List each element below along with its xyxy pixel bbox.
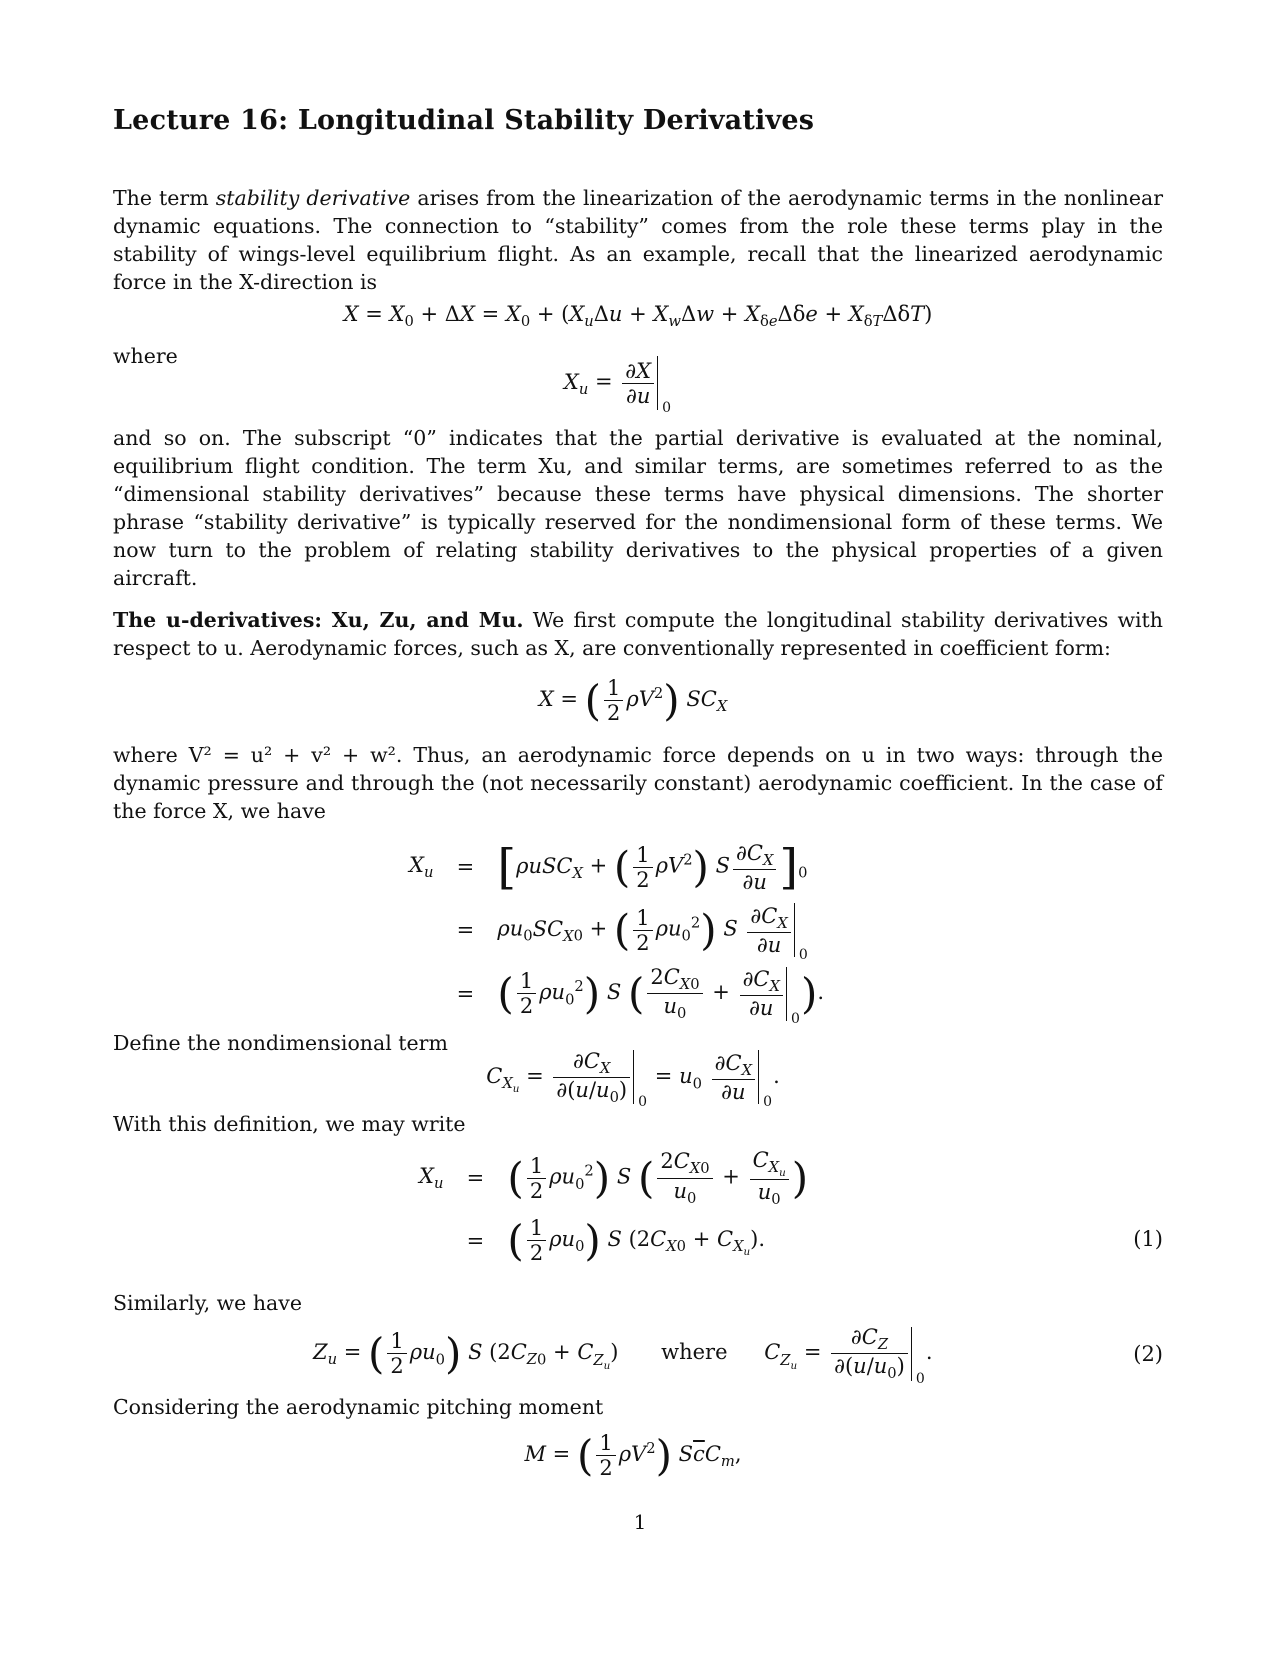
u-derivatives-paragraph <box>113 606 1163 662</box>
equation-number-2: (2) <box>1133 1341 1163 1366</box>
define-label: Define the nondimensional term <box>113 1030 448 1055</box>
equation-xu-def: $X_u$ = $\frac{\partial X}{\partial u}$ 0 <box>73 356 1163 410</box>
equation-x-coefficient: X = ( $\frac{1}{2}$ $\rho V^2$) $SC_X$ <box>538 676 728 726</box>
intro-paragraph <box>113 184 1163 296</box>
equation-number-1: (1) <box>1133 1227 1163 1252</box>
with-definition-label: With this definition, we may write <box>113 1111 466 1136</box>
where-label-2: where <box>661 1340 728 1365</box>
intro-paragraph-2: and so on. The subscript “0” indicates that the partial derivative is evaluated at the nominal, equilibrium flight condition. The term Xu, and similar terms, are sometimes referred to as the “dimensional stability derivatives” because these terms have physical dimensions. The shorter phrase “stability derivative” is typically reserved for the nondimensional form of these terms. We now turn to the problem of relating stability derivatives to the physical properties of a given aircraft. <box>113 426 1163 591</box>
equation-linear-x: $X = X_0 + \Delta X = X_0 + (X_u\Delta u + X_w\Delta w + X_{\delta e}\Delta\delta e + X_{\delta T}\Delta\delta T)$ <box>343 302 933 331</box>
page-content <box>113 105 1163 1484</box>
intro-text-a: The term <box>113 186 216 210</box>
equation-1-block <box>113 1144 1163 1269</box>
page-title: Lecture 16: Longitudinal Stability Derivatives <box>113 105 815 136</box>
equation-cxu-def: $C_{X_u}$ = $\frac{\partial C_X}{\partial(u/u_0)}$ 0 = $u_0$ $\frac{\partial C_X}{\partial u}$ 0 . <box>486 1048 780 1111</box>
intro-emphasis: stability derivative <box>215 186 411 210</box>
equation-pitching-moment: M = ( $\frac{1}{2}$ $\rho V^2$) $S\overline{c}C_m$, <box>524 1430 742 1480</box>
u-derivatives-text: We first compute the longitudinal stability derivatives with respect to u. Aerodynamic forces, such as X, are conventionally represented in coefficient form: <box>113 608 1163 661</box>
where-label-1: where <box>113 344 178 369</box>
equation-xu-final: $X_u$ = ( $\frac{1}{2}$ $\rho u_0^2$) S ( $\frac{2C_{X0}}{u_0}$ + $\frac{C_{X_u}}{u_0}$ ) = ( $\frac{1}{2}$ $\rho u_0$) S $(2C_{X0} + C_{X_u})$. <box>419 1147 809 1266</box>
considering-label: Considering the aerodynamic pitching moment <box>113 1394 604 1419</box>
equation-zu: $Z_u$ = ( $\frac{1}{2}$ $\rho u_0$) S $(2C_{Z0} + C_{Z_u})$ where $C_{Z_u}$ = $\frac{\partial C_Z}{\partial(u/u_0)}$ 0 . (2) <box>313 1325 1163 1387</box>
equation-xu-derivation: $X_u$ = [ρuSC$_X$ + ( $\frac{1}{2}$ $\rho V^2$) S $\frac{\partial C_X}{\partial u}$ ]$_0$ = $\rho u_0SC_{X0}$ + ( $\frac{1}{2}$ $\rho u_0^2$) S $\frac{\partial C_X}{\partial u}$ 0 = ( $\frac{1}{2}$ $\rho u_0^2$) S ( $\frac{2C_{X0}}{u_0}$ + $\frac{\partial C_X}{\partial u}$ 0 ). <box>409 839 825 1027</box>
page-number: 1 <box>633 1510 647 1534</box>
dynamic-pressure-paragraph: where V² = u² + v² + w². Thus, an aerodynamic force depends on u in two ways: through the dynamic pressure and through the (not necessarily constant) aerodynamic coefficient. In the case of the force X, we have <box>113 743 1163 824</box>
u-derivatives-heading: The u-derivatives: Xu, Zu, and Mu. <box>113 608 524 633</box>
intro-text-b: arises from the linearization of the aerodynamic terms in the nonlinear dynamic equations. The connection to “stability” comes from the role these terms play in the stability of wings-level equilibrium flight. As an example, recall that the linearized aerodynamic force in the X-direction is <box>113 186 1164 294</box>
similarly-label: Similarly, we have <box>113 1291 302 1316</box>
